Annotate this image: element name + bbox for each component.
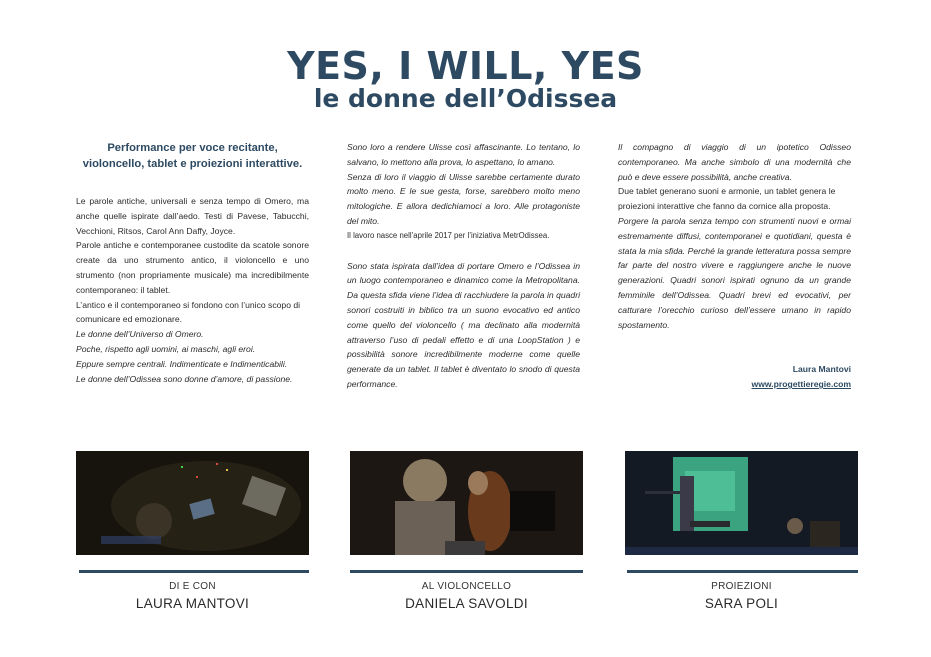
note: Il lavoro nasce nell’aprile 2017 per l’iniziativa MetrOdissea. [347, 230, 550, 240]
italic-line: Le donne dell’Universo di Omero. [76, 329, 204, 340]
paragraph: Le parole antiche, universali e senza tempo di Omero, ma anche quelle ispirate dall’aedo. Testi di Pavese, Tabucchi, Vecchioni, Ritsos, Carol Ann Daffy, Joyce. [76, 196, 309, 236]
credit-role: AL VIOLONCELLO [421, 581, 512, 592]
column-middle [347, 140, 580, 392]
paragraph: Parole antiche e contemporanee custodite da scatole sonore create da uno strumento antico, il violoncello e uno strumento (non propriamente musicale) ma incredibilmente contemporaneo: il tablet. [76, 240, 309, 295]
credit-name: SARA POLI [704, 596, 779, 611]
main-title: YES, I WILL, YES [287, 44, 644, 88]
paragraph: Due tablet generano suoni e armonie, un tablet genera le proiezioni interattive che fanno da cornice alla proposta. [618, 186, 836, 212]
column-left [76, 140, 309, 386]
subtitle: le donne dell’Odissea [313, 84, 618, 113]
divider-rule [627, 570, 858, 573]
paragraph: Sono loro a rendere Ulisse così affascinante. Lo tentano, lo salvano, lo mettono alla prova, lo aspettano, lo amano. [347, 142, 580, 167]
credit-role: PROIEZIONI [711, 581, 772, 592]
column-right [618, 140, 851, 392]
performance-photo-cello [350, 451, 583, 555]
performance-photo-tablet [76, 451, 309, 555]
paragraph: Senza di loro il viaggio di Ulisse sarebbe certamente durato molto meno. E le sue gesta, forse, sarebbero molto meno mitologiche. E allora dedichiamoci a loro. Alle protagoniste del mito. [347, 171, 580, 226]
performance-photo-projection [625, 451, 858, 555]
paragraph: L’antico e il contemporaneo si fondono con l’unico scopo di comunicare ed emozionare. [76, 299, 301, 325]
credit-name: DANIELA SAVOLDI [405, 596, 528, 611]
signature: Laura Mantovi [792, 364, 851, 375]
divider-rule [350, 570, 583, 573]
credit-role: DI E CON [169, 581, 216, 592]
italic-line: Le donne dell’Odissea sono donne d’amore, di passione. [76, 373, 293, 384]
italic-line: Poche, rispetto agli uomini, ai maschi, agli eroi. [76, 343, 256, 354]
paragraph: Sono stata ispirata dall’idea di portare Omero e l’Odissea in un luogo contemporaneo e dinamico come la Metropolitana. Da questa sfida viene l’idea di racchiudere la parola in quadri sonori costruiti in biblico tra un suono evocativo ed antico come quello del violoncello ( ma declinato alla modernità attraverso l’uso di pedali effetto e di una LoopStation ) e possibilità sonore incredibilmente moderne come quelle generate da un tablet. Il tablet è diventato lo snodo di questa performance. [347, 260, 580, 389]
website-link[interactable]: www.progettieregie.com [751, 379, 851, 390]
italic-line: Eppure sempre centrali. Indimenticate e Indimenticabili. [76, 358, 288, 369]
paragraph: Il compagno di viaggio di un ipotetico Odisseo contemporaneo. Ma anche simbolo di una modernità che può e deve essere possibilità, anche creativa. [618, 142, 851, 182]
column-heading: Performance per voce recitante, violoncello, tablet e proiezioni interattive. [82, 142, 303, 170]
credit-name: LAURA MANTOVI [135, 596, 250, 611]
paragraph: Porgere la parola senza tempo con strumenti nuovi e ormai estremamente diffusi, contemporanei e quotidiani, questa è stata la mia sfida. Perché la grande letteratura possa sempre far parte del nostro vivere e raggiungere anche le nuove generazioni. Quadri sonori ispirati ognuno da un grande femminile dell’Odissea. Quadri brevi ed evocativi, per catturare l’orecchio curioso dell’essere umano in rapido spostamento. [618, 215, 851, 330]
divider-rule [79, 570, 309, 573]
